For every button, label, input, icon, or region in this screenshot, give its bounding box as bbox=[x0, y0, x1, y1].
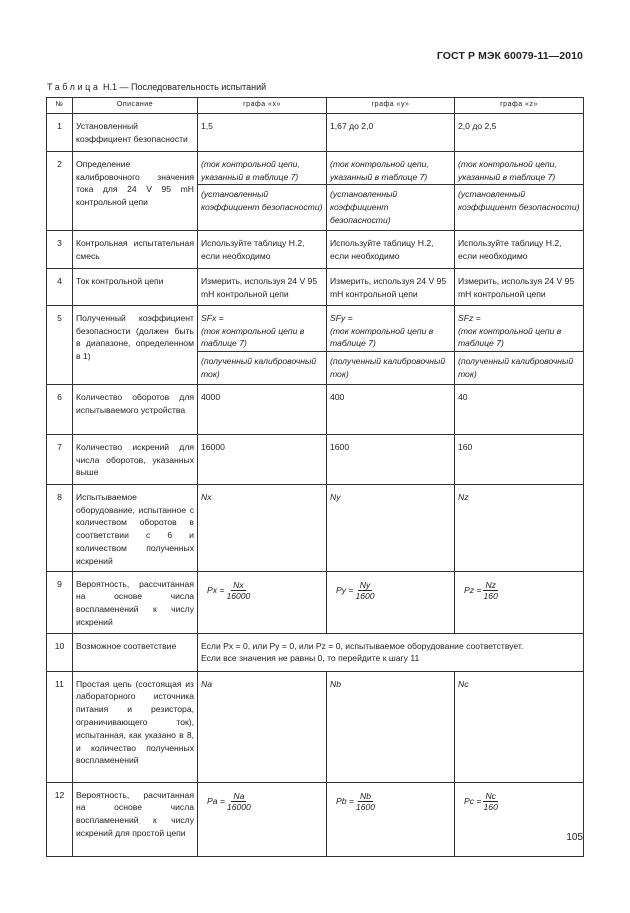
cell-x bbox=[198, 484, 327, 571]
count-label: Ny bbox=[330, 491, 341, 502]
formula-denominator-text: (установленный коэффициент безопасности) bbox=[458, 189, 580, 213]
cell-x bbox=[198, 305, 327, 384]
row-number: 5 bbox=[47, 305, 73, 384]
fraction-denominator: 1600 bbox=[355, 801, 376, 812]
formula-numerator-text: (ток контрольной цепи в таблице 7) bbox=[458, 325, 562, 349]
cell-x: Используйте таблицу Н.2, если необходимо bbox=[198, 230, 327, 268]
formula-denominator-text: (полученный калибровочный ток) bbox=[458, 356, 574, 379]
fraction-denominator: 16000 bbox=[226, 590, 251, 601]
compliance-cell bbox=[198, 633, 584, 671]
col-y-header: графа «y» bbox=[327, 98, 455, 114]
compliance-line-1: Если Px = 0, или Py = 0, или Pz = 0, испытываемое оборудование соответствует. bbox=[201, 640, 524, 651]
row-description: Определение калибровочного значения тока для 24 V 95 mH контрольной цепи bbox=[73, 151, 198, 230]
col-description-header: Описание bbox=[73, 98, 198, 114]
row-number: 8 bbox=[47, 484, 73, 571]
row-description: Контрольная испытательная смесь bbox=[73, 230, 198, 268]
formula-denominator-text: (установленный коэффициент безопасности) bbox=[330, 189, 398, 225]
cell-x: 4000 bbox=[198, 384, 327, 434]
row-description: Простая цепь (состоящая из лабораторного источника питания и резистора, ограничивающего ток), испытанная, как указано в 8, и количество полученных воспламенений bbox=[73, 671, 198, 782]
table-row bbox=[47, 434, 584, 484]
row-number: 3 bbox=[47, 230, 73, 268]
caption-word: Таблица bbox=[47, 82, 101, 92]
cell-y bbox=[327, 305, 455, 384]
row-number: 4 bbox=[47, 268, 73, 305]
table-row bbox=[47, 571, 584, 633]
row-number: 9 bbox=[47, 571, 73, 633]
cell-y bbox=[327, 151, 455, 230]
row-description: Полученный коэффициент безопасности (должен быть в диапазоне, определенном в 1) bbox=[73, 305, 198, 384]
table-row bbox=[47, 151, 584, 230]
fraction bbox=[227, 791, 251, 812]
row-number: 11 bbox=[47, 671, 73, 782]
cell-z bbox=[455, 484, 584, 571]
formula-numerator-text: (ток контрольной цепи, указанный в таблице 7) bbox=[330, 158, 429, 182]
cell-y bbox=[327, 782, 455, 856]
fraction-denominator: 1600 bbox=[355, 590, 375, 601]
table-row bbox=[47, 782, 584, 856]
cell-z: Измерить, используя 24 V 95 mH контрольной цепи bbox=[455, 268, 584, 305]
cell-z: 40 bbox=[455, 384, 584, 434]
cell-z bbox=[455, 305, 584, 384]
caption-title: Н.1 — Последовательность испытаний bbox=[103, 82, 267, 92]
formula-label: Py = bbox=[336, 584, 354, 595]
cell-z: Используйте таблицу Н.2, если необходимо bbox=[455, 230, 584, 268]
document-header: ГОСТ Р МЭК 60079-11—2010 bbox=[436, 50, 583, 62]
table-row bbox=[47, 230, 584, 268]
table-row bbox=[47, 268, 584, 305]
cell-z: 2,0 до 2,5 bbox=[455, 113, 584, 151]
formula-numerator-text: (ток контрольной цепи, указанный в таблице 7) bbox=[458, 158, 557, 182]
cell-x: 1,5 bbox=[198, 113, 327, 151]
fraction bbox=[483, 580, 498, 601]
formula-numerator-text: (ток контрольной цепи в таблице 7) bbox=[330, 325, 434, 349]
formula-label: Pa = bbox=[207, 795, 225, 806]
table-row bbox=[47, 633, 584, 671]
count-label: Nc bbox=[458, 678, 469, 689]
cell-y: 1600 bbox=[327, 434, 455, 484]
cell-y: 1,67 до 2,0 bbox=[327, 113, 455, 151]
formula-denominator-text: (полученный калибровочный ток) bbox=[330, 356, 446, 379]
row-number: 10 bbox=[47, 633, 73, 671]
cell-y bbox=[327, 671, 455, 782]
col-z-header: графа «z» bbox=[455, 98, 584, 114]
fraction-numerator: Nb bbox=[359, 790, 371, 801]
formula-label: Pb = bbox=[336, 795, 354, 806]
cell-x: Измерить, используя 24 V 95 mH контрольной цепи bbox=[198, 268, 327, 305]
cell-z bbox=[455, 671, 584, 782]
fraction-denominator: 16000 bbox=[226, 801, 251, 812]
row-description: Количество искрений для числа оборотов, указанных выше bbox=[73, 434, 198, 484]
row-description: Возможное соответствие bbox=[73, 633, 198, 671]
cell-y bbox=[327, 571, 455, 633]
col-number-header: № bbox=[47, 98, 73, 114]
col-x-header: графа «x» bbox=[198, 98, 327, 114]
count-label: Nz bbox=[458, 491, 469, 502]
row-description: Установленный коэффициент безопасности bbox=[73, 113, 198, 151]
cell-x bbox=[198, 571, 327, 633]
row-description: Ток контрольной цепи bbox=[73, 268, 198, 305]
cell-x bbox=[198, 782, 327, 856]
compliance-line-2: Если все значения не равны 0, то перейдите к шагу 11 bbox=[201, 653, 420, 664]
page-number: 105 bbox=[566, 832, 583, 843]
fraction-numerator: Na bbox=[233, 790, 245, 801]
table-header-row bbox=[47, 98, 584, 114]
sf-label: SFz = bbox=[458, 312, 481, 323]
fraction-numerator: Nc bbox=[485, 790, 496, 801]
formula-denominator-text: (установленный коэффициент безопасности) bbox=[201, 189, 323, 213]
row-number: 1 bbox=[47, 113, 73, 151]
cell-y: 400 bbox=[327, 384, 455, 434]
sf-label: SFx = bbox=[201, 312, 224, 323]
table-caption bbox=[47, 82, 266, 92]
fraction bbox=[226, 580, 250, 601]
count-label: Na bbox=[201, 678, 212, 689]
test-sequence-table bbox=[46, 97, 584, 857]
formula-numerator-text: (ток контрольной цепи, указанный в таблице 7) bbox=[201, 158, 300, 182]
row-number: 12 bbox=[47, 782, 73, 856]
row-description: Вероятность, расчитанная на основе числа воспламенений к числу искрений для простой цепи bbox=[73, 782, 198, 856]
row-number: 6 bbox=[47, 384, 73, 434]
fraction bbox=[355, 580, 374, 601]
formula-denominator-text: (полученный калибровочный ток) bbox=[201, 356, 317, 379]
table-row bbox=[47, 384, 584, 434]
row-description: Испытываемое оборудование, испытанное с количеством оборотов в соответствии с 6 и количеством полученных искрений bbox=[73, 484, 198, 571]
row-number: 2 bbox=[47, 151, 73, 230]
row-number: 7 bbox=[47, 434, 73, 484]
row-description: Вероятность, рассчитанная на основе числа воспламенений к числу искрений bbox=[73, 571, 198, 633]
cell-x bbox=[198, 671, 327, 782]
cell-z bbox=[455, 151, 584, 230]
formula-label: Pc = bbox=[464, 795, 482, 806]
cell-z bbox=[455, 571, 584, 633]
fraction bbox=[356, 791, 375, 812]
table-row bbox=[47, 671, 584, 782]
sf-label: SFy = bbox=[330, 312, 353, 323]
cell-y: Используйте таблицу Н.2, если необходимо bbox=[327, 230, 455, 268]
formula-label: Pz = bbox=[464, 584, 482, 595]
fraction-numerator: Nx bbox=[233, 579, 244, 590]
count-label: Nx bbox=[201, 491, 212, 502]
table-row bbox=[47, 484, 584, 571]
cell-z bbox=[455, 782, 584, 856]
row-description: Количество оборотов для испытываемого устройства bbox=[73, 384, 198, 434]
cell-z: 160 bbox=[455, 434, 584, 484]
formula-numerator-text: (ток контрольной цепи в таблице 7) bbox=[201, 325, 305, 349]
cell-x: 16000 bbox=[198, 434, 327, 484]
fraction-denominator: 160 bbox=[483, 801, 498, 812]
cell-y bbox=[327, 484, 455, 571]
cell-x bbox=[198, 151, 327, 230]
table-row bbox=[47, 305, 584, 384]
table-row bbox=[47, 113, 584, 151]
formula-label: Px = bbox=[207, 584, 225, 595]
cell-y: Измерить, используя 24 V 95 mH контрольной цепи bbox=[327, 268, 455, 305]
fraction bbox=[483, 791, 498, 812]
fraction-denominator: 160 bbox=[483, 590, 498, 601]
fraction-numerator: Ny bbox=[359, 579, 371, 590]
count-label: Nb bbox=[330, 678, 341, 689]
fraction-numerator: Nz bbox=[485, 579, 496, 590]
